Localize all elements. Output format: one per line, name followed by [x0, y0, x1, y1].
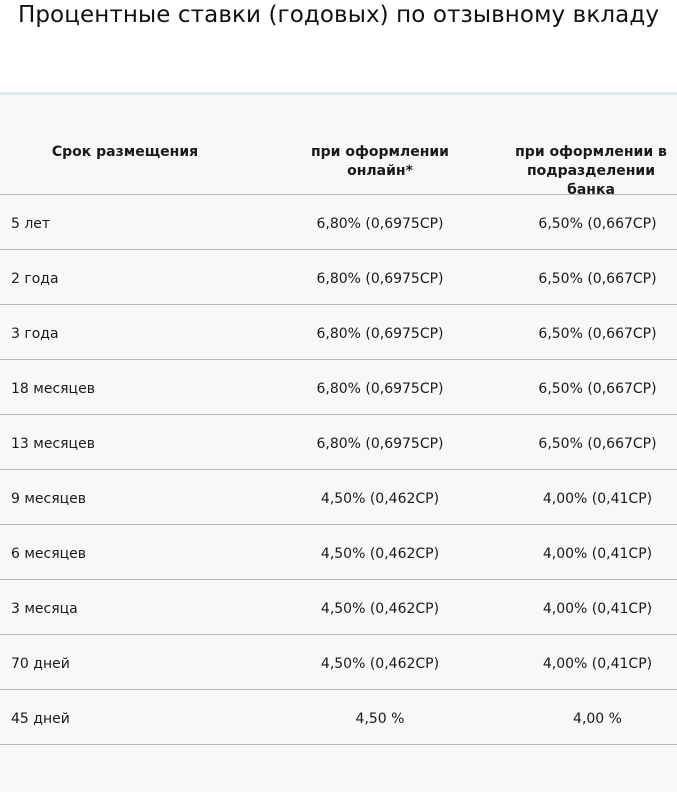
header-online	[300, 143, 460, 181]
cell-online-rate: 6,80% (0,6975СР)	[316, 271, 444, 287]
rates-table	[0, 92, 677, 792]
cell-online-rate: 6,80% (0,6975СР)	[316, 326, 444, 342]
cell-term: 6 месяцев	[11, 546, 87, 562]
table-row	[0, 635, 677, 690]
cell-office-rate: 4,00% (0,41СР)	[542, 601, 653, 617]
cell-online-rate: 4,50% (0,462СР)	[320, 546, 440, 562]
header-office-line2: подразделении банка	[526, 163, 656, 198]
header-term	[0, 143, 250, 162]
page-title: Процентные ставки (годовых) по отзывному вкладу	[17, 2, 660, 28]
cell-term: 5 лет	[11, 216, 51, 232]
cell-term: 9 месяцев	[11, 491, 87, 507]
table-row	[0, 415, 677, 470]
cell-term: 13 месяцев	[11, 436, 95, 452]
cell-office-rate: 6,50% (0,667СР)	[538, 326, 657, 342]
table-row	[0, 580, 677, 635]
cell-office-rate: 4,00 %	[573, 711, 622, 727]
cell-office-rate: 6,50% (0,667СР)	[538, 436, 657, 452]
header-office-line1: при оформлении в	[515, 144, 667, 160]
cell-term: 2 года	[11, 271, 59, 287]
cell-office-rate: 6,50% (0,667СР)	[538, 271, 657, 287]
table-row	[0, 195, 677, 250]
table-row	[0, 305, 677, 360]
cell-term: 70 дней	[11, 656, 70, 672]
header-term-label: Срок размещения	[51, 144, 199, 160]
table-row	[0, 525, 677, 580]
cell-office-rate: 4,00% (0,41СР)	[542, 656, 653, 672]
cell-office-rate: 4,00% (0,41СР)	[542, 491, 653, 507]
table-body	[0, 195, 677, 745]
cell-term: 3 года	[11, 326, 59, 342]
cell-online-rate: 4,50% (0,462СР)	[320, 656, 440, 672]
cell-online-rate: 6,80% (0,6975СР)	[316, 436, 444, 452]
cell-office-rate: 6,50% (0,667СР)	[538, 381, 657, 397]
cell-term: 45 дней	[11, 711, 70, 727]
cell-online-rate: 4,50 %	[355, 711, 405, 727]
cell-term: 3 месяца	[11, 601, 78, 617]
header-online-line2: онлайн*	[347, 163, 413, 179]
cell-online-rate: 4,50% (0,462СР)	[320, 491, 440, 507]
cell-online-rate: 6,80% (0,6975СР)	[316, 381, 444, 397]
table-header	[0, 95, 677, 198]
cell-online-rate: 6,80% (0,6975СР)	[316, 216, 444, 232]
table-row	[0, 690, 677, 745]
cell-office-rate: 6,50% (0,667СР)	[538, 216, 657, 232]
table-row	[0, 250, 677, 305]
cell-office-rate: 4,00% (0,41СР)	[542, 546, 653, 562]
cell-term: 18 месяцев	[11, 381, 95, 397]
header-online-line1: при оформлении	[310, 144, 449, 160]
cell-online-rate: 4,50% (0,462СР)	[320, 601, 440, 617]
table-row	[0, 470, 677, 525]
table-row	[0, 360, 677, 415]
header-office	[505, 143, 677, 200]
